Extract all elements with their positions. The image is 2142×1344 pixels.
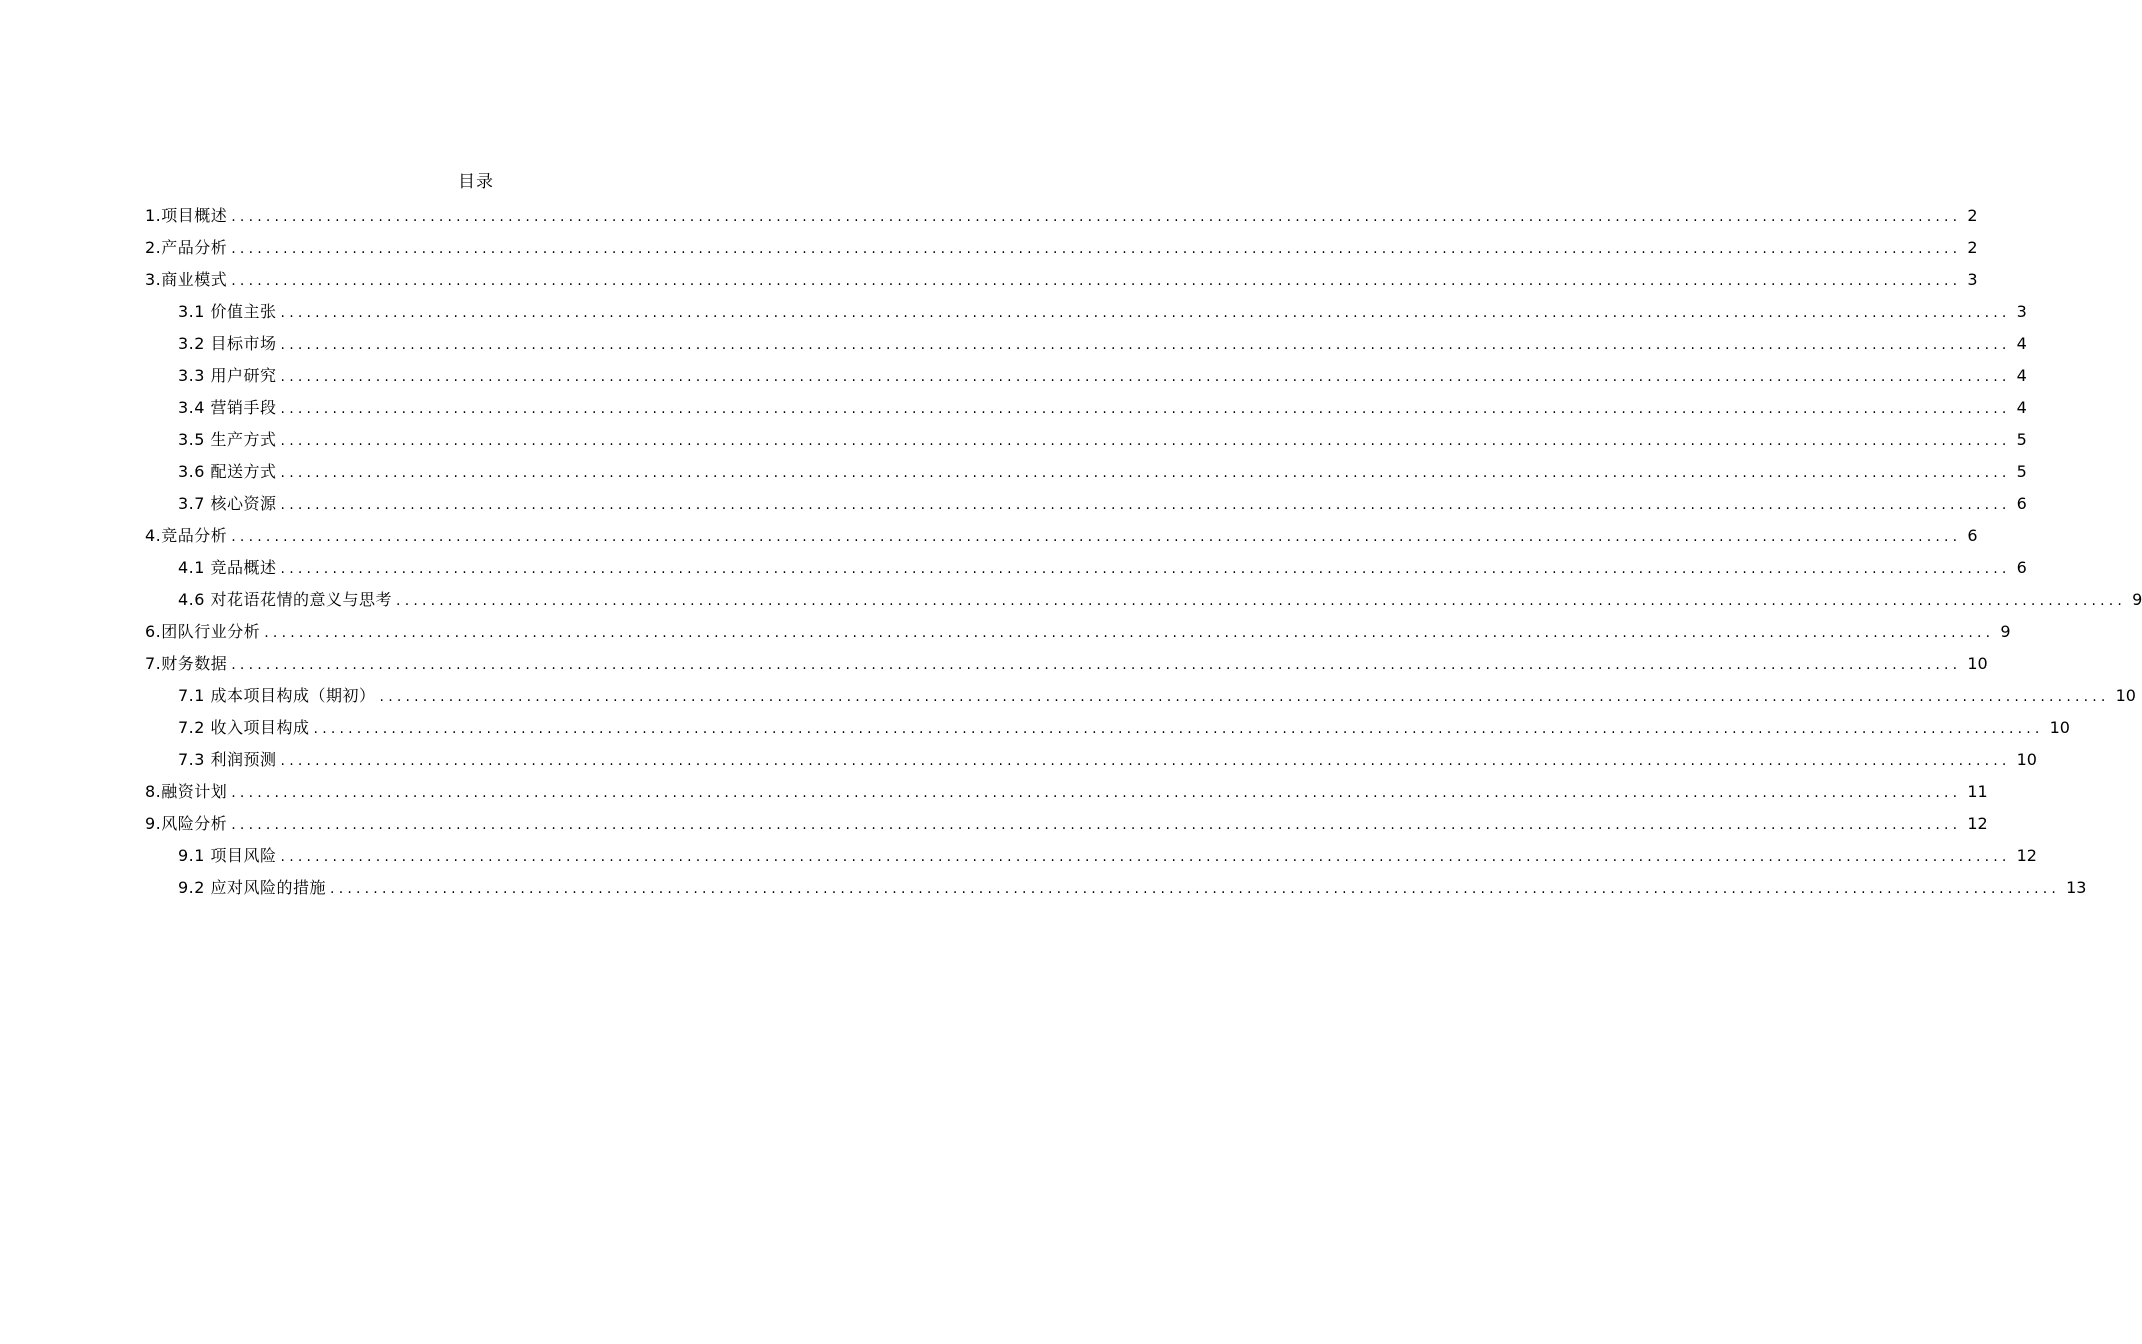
- toc-entry-page-number: 5: [2016, 430, 2027, 449]
- toc-entry-label: 4.6 对花语花情的意义与思考: [178, 590, 393, 609]
- toc-entry-label: 3.5 生产方式: [178, 430, 277, 449]
- dot-leader: ........................................................................................................................................................................................................: [231, 529, 1962, 545]
- toc-entry-page-number: 9: [2132, 590, 2142, 609]
- dot-leader: ........................................................................................................................................................................................................: [231, 817, 1962, 833]
- toc-entry[interactable]: [145, 712, 2070, 744]
- toc-entry-page-number: 13: [2066, 878, 2087, 897]
- toc-list: [145, 200, 2142, 904]
- toc-entry-page-number: 4: [2016, 366, 2027, 385]
- dot-leader: ........................................................................................................................................................................................................: [280, 337, 2011, 353]
- toc-entry[interactable]: [145, 328, 2027, 360]
- toc-entry-label: 7.财务数据: [145, 654, 228, 673]
- toc-entry-page-number: 4: [2016, 334, 2027, 353]
- toc-entry-label: 3.7 核心资源: [178, 494, 277, 513]
- dot-leader: ........................................................................................................................................................................................................: [280, 465, 2011, 481]
- toc-entry-label: 3.2 目标市场: [178, 334, 277, 353]
- toc-entry[interactable]: [145, 584, 2142, 616]
- toc-entry[interactable]: [145, 456, 2027, 488]
- dot-leader: ........................................................................................................................................................................................................: [231, 241, 1962, 257]
- toc-entry-page-number: 4: [2016, 398, 2027, 417]
- toc-entry-label: 9.风险分析: [145, 814, 228, 833]
- toc-entry[interactable]: [145, 616, 2011, 648]
- dot-leader: ........................................................................................................................................................................................................: [280, 433, 2011, 449]
- toc-entry-label: 3.商业模式: [145, 270, 228, 289]
- dot-leader: ........................................................................................................................................................................................................: [280, 369, 2011, 385]
- toc-entry-page-number: 6: [2016, 494, 2027, 513]
- dot-leader: ........................................................................................................................................................................................................: [280, 561, 2011, 577]
- dot-leader: ........................................................................................................................................................................................................: [396, 593, 2127, 609]
- toc-entry[interactable]: [145, 520, 1978, 552]
- toc-entry-label: 3.3 用户研究: [178, 366, 277, 385]
- toc-entry-page-number: 3: [2016, 302, 2027, 321]
- toc-entry[interactable]: [145, 744, 2037, 776]
- toc-entry-page-number: 3: [1967, 270, 1978, 289]
- dot-leader: ........................................................................................................................................................................................................: [280, 305, 2011, 321]
- toc-entry-page-number: 10: [2049, 718, 2070, 737]
- toc-entry-page-number: 6: [1967, 526, 1978, 545]
- dot-leader: ........................................................................................................................................................................................................: [231, 657, 1962, 673]
- toc-entry-page-number: 2: [1967, 238, 1978, 257]
- dot-leader: ........................................................................................................................................................................................................: [280, 753, 2011, 769]
- toc-entry[interactable]: [145, 680, 2136, 712]
- toc-entry[interactable]: [145, 392, 2027, 424]
- toc-title: 目录: [458, 172, 494, 192]
- dot-leader: ........................................................................................................................................................................................................: [313, 721, 2044, 737]
- toc-entry[interactable]: [145, 808, 1988, 840]
- toc-entry-label: 4.竞品分析: [145, 526, 228, 545]
- dot-leader: ........................................................................................................................................................................................................: [264, 625, 1995, 641]
- toc-entry-label: 7.1 成本项目构成（期初）: [178, 686, 376, 705]
- toc-entry-page-number: 10: [2115, 686, 2136, 705]
- toc-entry[interactable]: [145, 232, 1978, 264]
- dot-leader: ........................................................................................................................................................................................................: [231, 785, 1962, 801]
- toc-entry[interactable]: [145, 648, 1988, 680]
- toc-entry[interactable]: [145, 872, 2087, 904]
- toc-entry[interactable]: [145, 776, 1988, 808]
- dot-leader: ........................................................................................................................................................................................................: [280, 497, 2011, 513]
- toc-entry-page-number: 6: [2016, 558, 2027, 577]
- toc-entry-label: 6.团队行业分析: [145, 622, 261, 641]
- toc-entry[interactable]: [145, 424, 2027, 456]
- toc-entry-label: 1.项目概述: [145, 206, 228, 225]
- toc-entry-label: 7.2 收入项目构成: [178, 718, 310, 737]
- toc-entry-page-number: 10: [1967, 654, 1988, 673]
- toc-entry[interactable]: [145, 552, 2027, 584]
- toc-entry-page-number: 5: [2016, 462, 2027, 481]
- toc-entry-label: 3.4 营销手段: [178, 398, 277, 417]
- toc-entry-label: 7.3 利润预测: [178, 750, 277, 769]
- toc-entry-page-number: 9: [2000, 622, 2011, 641]
- dot-leader: ........................................................................................................................................................................................................: [231, 273, 1962, 289]
- toc-entry[interactable]: [145, 488, 2027, 520]
- table-of-contents: [145, 168, 2142, 904]
- toc-entry[interactable]: [145, 296, 2027, 328]
- toc-entry-label: 3.1 价值主张: [178, 302, 277, 321]
- toc-entry-label: 8.融资计划: [145, 782, 228, 801]
- dot-leader: ........................................................................................................................................................................................................: [379, 689, 2110, 705]
- toc-entry-page-number: 12: [1967, 814, 1988, 833]
- dot-leader: ........................................................................................................................................................................................................: [280, 401, 2011, 417]
- dot-leader: ........................................................................................................................................................................................................: [280, 849, 2011, 865]
- toc-entry-label: 9.2 应对风险的措施: [178, 878, 327, 897]
- toc-entry[interactable]: [145, 360, 2027, 392]
- toc-entry-label: 3.6 配送方式: [178, 462, 277, 481]
- toc-entry-label: 2.产品分析: [145, 238, 228, 257]
- toc-entry-page-number: 12: [2016, 846, 2037, 865]
- toc-entry[interactable]: [145, 200, 1978, 232]
- dot-leader: ........................................................................................................................................................................................................: [231, 209, 1962, 225]
- toc-entry[interactable]: [145, 840, 2037, 872]
- toc-entry-label: 4.1 竞品概述: [178, 558, 277, 577]
- dot-leader: ........................................................................................................................................................................................................: [330, 881, 2061, 897]
- toc-entry-page-number: 10: [2016, 750, 2037, 769]
- toc-entry[interactable]: [145, 264, 1978, 296]
- toc-entry-page-number: 11: [1967, 782, 1988, 801]
- toc-entry-page-number: 2: [1967, 206, 1978, 225]
- toc-entry-label: 9.1 项目风险: [178, 846, 277, 865]
